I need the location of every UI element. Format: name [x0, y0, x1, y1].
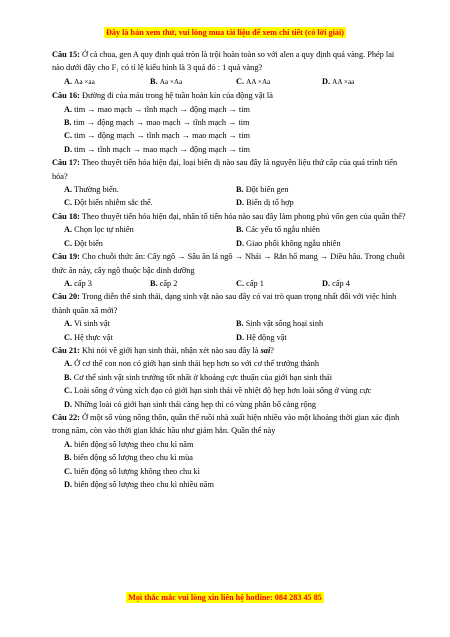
- option-c: C. Đột biến nhiễm sắc thể.: [64, 198, 153, 208]
- question-18-options-row1: [64, 223, 408, 236]
- option-b: B. Cơ thể sinh vật sinh trưởng tốt nhất ở khoảng cực thuận của giới hạn sinh thái: [64, 372, 333, 382]
- option-c: C. cấp 1: [236, 278, 264, 288]
- option-d: D. Giao phối không ngẫu nhiên: [236, 238, 341, 248]
- question-17-options-row2: [64, 196, 408, 209]
- header-banner: Đây là bản xem thử, vui lòng mua tài liệu để xem chi tiết (có lời giải): [105, 28, 344, 37]
- option-d: D. cấp 4: [322, 278, 350, 288]
- option-c: C. tim → động mạch → tĩnh mạch → mao mạch → tim: [64, 131, 250, 141]
- option-d: D. Những loài có giới hạn sinh thái càng hẹp thì có vùng phân bố càng rộng: [64, 399, 316, 409]
- option-b: B. Sinh vật sống hoại sinh: [236, 319, 324, 329]
- option-a: A. Chọn lọc tự nhiên: [64, 225, 134, 235]
- emphasis-sai: sai: [260, 345, 271, 355]
- question-list: [52, 48, 408, 491]
- option-c: C. biến động số lượng không theo chu kì: [64, 466, 200, 476]
- option-d: D. tim → tĩnh mạch → mao mạch → động mạch → tim: [64, 144, 250, 154]
- option-c: C. AA ×Aa: [236, 76, 271, 86]
- question-22: Câu 22: Ở một số vùng nông thôn, quần thể ruồi nhà xuất hiện nhiều vào một khoảng thời gian xác định trong năm, còn vào thời gian khác hầu như giảm hẳn. Quần thể này: [52, 412, 400, 436]
- option-c: C. Đột biến: [64, 238, 103, 248]
- option-c: C. Loài sống ở vùng xích đạo có giới hạn sinh thái về nhiệt độ hẹp hơn loài sống ở vùng cực: [64, 386, 372, 396]
- question-16: Câu 16: Đường đi của máu trong hệ tuần hoàn kín của động vật là: [52, 91, 273, 101]
- option-a: A. tim → mao mạch → tĩnh mạch → động mạch → tim: [64, 104, 250, 114]
- option-d: D. Hệ động vật: [236, 332, 287, 342]
- option-a: A. cấp 3: [64, 278, 92, 288]
- question-18: Câu 18: Theo thuyết tiến hóa hiện đại, nhân tố tiến hóa nào sau đây làm phong phú vốn gen của quần thể?: [52, 211, 406, 221]
- question-20: Câu 20: Trong diễn thế sinh thái, dạng sinh vật nào sau đây có vai trò quan trọng nhất đối với việc hình thành quần xã mới?: [52, 292, 397, 315]
- question-17-options-row1: [64, 183, 408, 196]
- option-b: B. Aa ×Aa: [150, 76, 183, 86]
- question-20-options-row1: [64, 317, 408, 330]
- option-b: B. cấp 2: [150, 278, 178, 288]
- question-19-options: [64, 277, 408, 290]
- question-17: Câu 17: Theo thuyết tiến hóa hiện đại, loại biến dị nào sau đây là nguyên liệu thứ cấp của quá trình tiến hóa?: [52, 158, 398, 181]
- question-18-options-row2: [64, 237, 408, 250]
- option-a: A. Ở cơ thể con non có giới hạn sinh thái hẹp hơn so với cơ thể trưởng thành: [64, 359, 320, 369]
- question-20-options-row2: [64, 331, 408, 344]
- footer-banner: Mọi thắc mắc vui lòng xin liên hệ hotline: 084 283 45 85: [128, 593, 322, 602]
- option-b: B. biến động số lượng theo chu kì mùa: [64, 453, 193, 463]
- option-a: A. Vi sinh vật: [64, 319, 110, 329]
- question-15-options: [64, 75, 408, 89]
- option-a: A. biến động số lượng theo chu kì năm: [64, 439, 194, 449]
- option-d: D. Biến dị tổ hợp: [236, 198, 294, 208]
- option-c: C. Hệ thực vật: [64, 332, 113, 342]
- option-a: A. Thường biến.: [64, 185, 119, 195]
- option-d: D. biến động số lượng theo chu kì nhiều năm: [64, 480, 214, 489]
- option-d: D. AA ×aa: [322, 76, 355, 86]
- option-b: B. Các yếu tố ngẫu nhiên: [236, 225, 320, 235]
- option-b: B. tim → động mạch → mao mạch → tĩnh mạch → tim: [64, 118, 250, 128]
- question-19: Câu 19: Cho chuỗi thức ăn: Cây ngô → Sâu ăn lá ngô → Nhái → Rắn hổ mang → Diều hâu. Trong chuỗi thức ăn này, cây ngô thuộc bậc dinh dưỡng: [52, 252, 405, 275]
- question-15: Câu 15: Ở cà chua, gen A quy định quả tròn là trội hoàn toàn so với alen a quy định quả vàng. Phép lai nào dưới đây cho F₁ có tỉ lệ kiểu hình là 3 quả đỏ : 1 quả vàng?: [52, 50, 395, 73]
- option-a: A. Aa ×aa: [64, 76, 95, 86]
- option-b: B. Đột biến gen: [236, 185, 289, 195]
- question-21: Câu 21: Khi nói về giới hạn sinh thái, nhận xét nào sau đây là sai?: [52, 345, 274, 355]
